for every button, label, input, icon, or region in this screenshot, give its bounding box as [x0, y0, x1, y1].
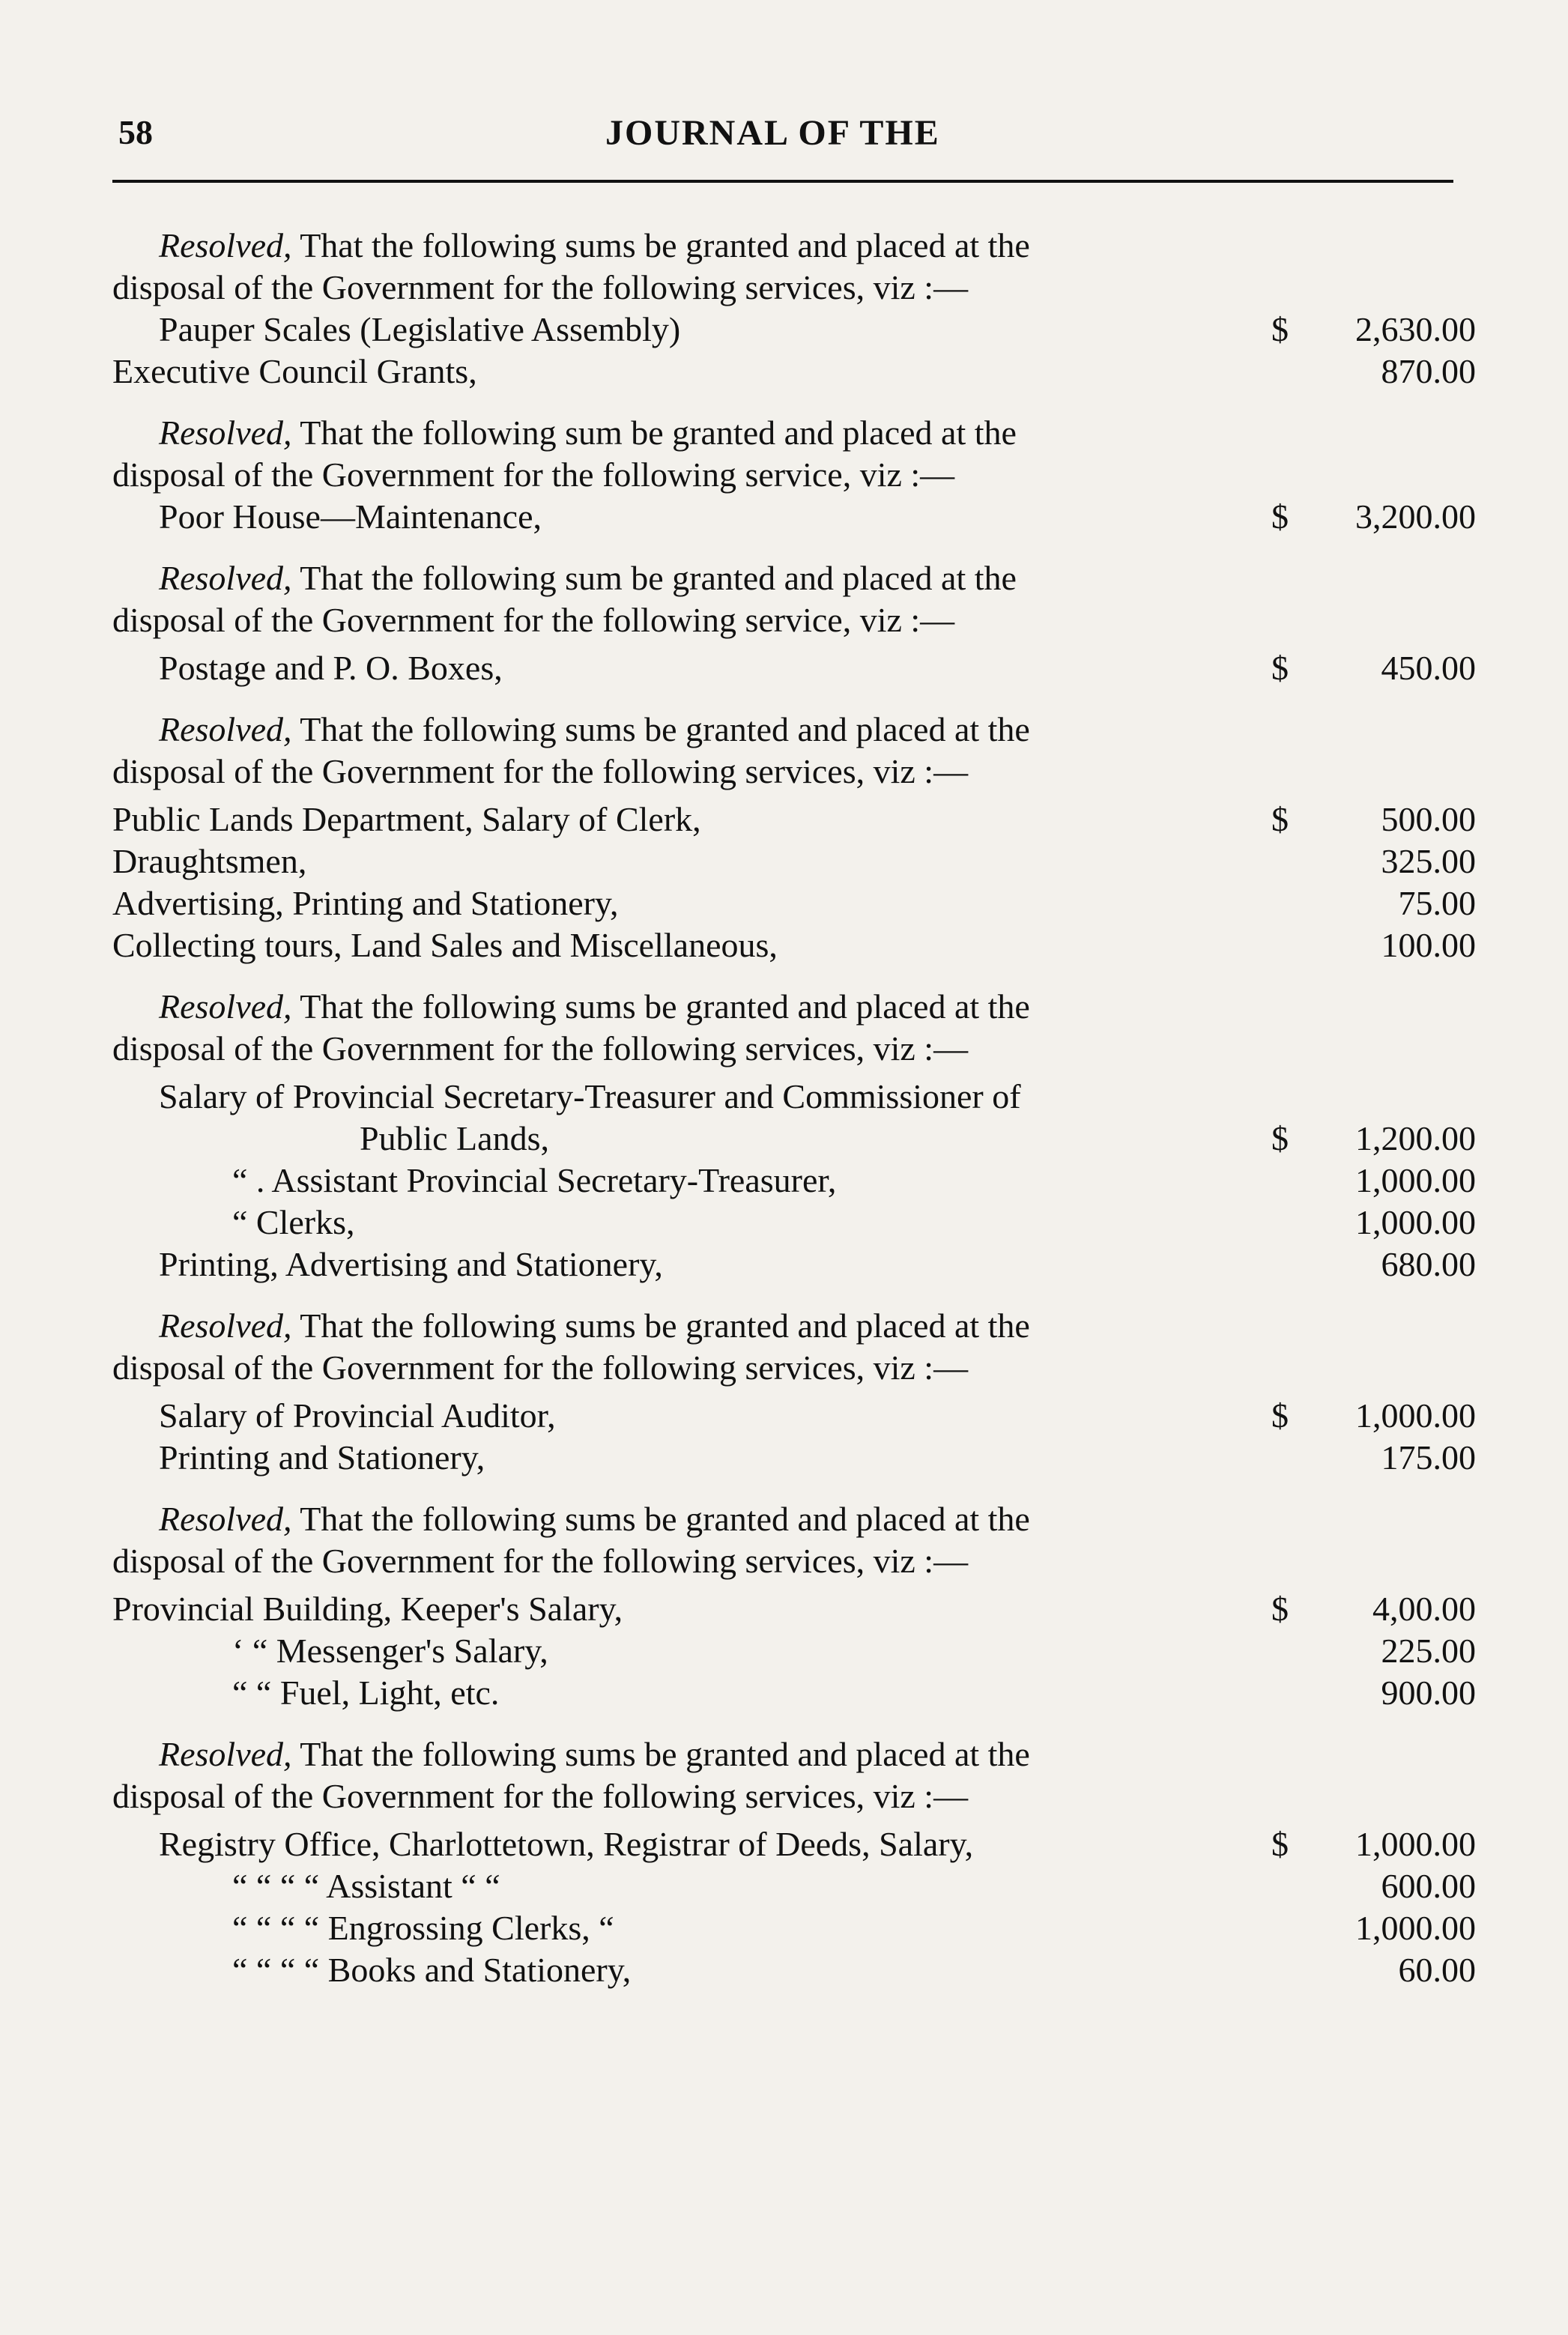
- dollar-sign: $: [1271, 1119, 1289, 1157]
- appropriation-item: [112, 882, 1476, 924]
- item-label: Postage and P. O. Boxes,: [159, 649, 503, 687]
- resolved-lead: Resolved,: [159, 1306, 292, 1345]
- dollar-sign: $: [1271, 1825, 1289, 1863]
- dollar-sign: $: [1271, 310, 1289, 348]
- item-amount: 325.00: [1381, 842, 1476, 880]
- item-amount: 600.00: [1381, 1867, 1476, 1905]
- appropriation-item: [112, 924, 1476, 966]
- item-label: Draughtsmen,: [112, 842, 307, 880]
- resolution-line: disposal of the Government for the following services, viz :—: [112, 752, 969, 790]
- appropriation-item: [112, 1865, 1476, 1907]
- appropriation-item: [112, 1949, 1476, 1991]
- item-amount: 2,630.00: [1355, 310, 1476, 348]
- resolution-line: That the following sums be granted and placed at the: [300, 710, 1030, 748]
- resolution-section: [112, 557, 1476, 689]
- item-amount: 500.00: [1381, 800, 1476, 838]
- resolution-line: disposal of the Government for the following services, viz :—: [112, 1348, 969, 1387]
- item-amount: 680.00: [1381, 1245, 1476, 1283]
- appropriation-item: [112, 799, 1476, 841]
- appropriation-item: [112, 1160, 1476, 1202]
- item-label: Collecting tours, Land Sales and Miscellaneous,: [112, 926, 778, 964]
- item-label: Advertising, Printing and Stationery,: [112, 884, 619, 922]
- resolution-line: disposal of the Government for the following services, viz :—: [112, 1029, 969, 1067]
- item-amount: 75.00: [1398, 884, 1476, 922]
- resolution-section: [112, 986, 1476, 1285]
- resolution-line: disposal of the Government for the following service, viz :—: [112, 455, 955, 494]
- appropriation-item: [112, 1588, 1476, 1630]
- appropriation-item: [112, 841, 1476, 882]
- resolved-lead: Resolved,: [159, 1735, 292, 1773]
- resolution-text: [112, 1305, 1266, 1389]
- item-amount: 1,000.00: [1355, 1161, 1476, 1199]
- item-label: Provincial Building, Keeper's Salary,: [112, 1590, 623, 1628]
- appropriation-item: [112, 1118, 1476, 1160]
- resolution-section: [112, 225, 1476, 393]
- running-title: JOURNAL OF THE: [605, 113, 940, 153]
- item-amount: 100.00: [1381, 926, 1476, 964]
- resolution-text: [112, 225, 1266, 309]
- item-label: Pauper Scales (Legislative Assembly): [159, 310, 681, 348]
- item-label: “ Clerks,: [232, 1203, 355, 1241]
- resolution-line: disposal of the Government for the following services, viz :—: [112, 1542, 969, 1580]
- page-header: [112, 105, 1453, 157]
- item-amount: 175.00: [1381, 1438, 1476, 1477]
- resolution-line: disposal of the Government for the following services, viz :—: [112, 268, 969, 306]
- item-amount: 60.00: [1398, 1951, 1476, 1989]
- resolution-section: [112, 1733, 1476, 1991]
- resolution-line: That the following sums be granted and placed at the: [300, 1306, 1030, 1345]
- resolution-text: [112, 709, 1266, 793]
- item-amount: 870.00: [1381, 352, 1476, 390]
- item-label: Public Lands,: [360, 1119, 549, 1157]
- dollar-sign: $: [1271, 497, 1289, 536]
- appropriation-item: [112, 1823, 1476, 1865]
- item-label: “ “ Fuel, Light, etc.: [232, 1674, 500, 1712]
- appropriation-item: [112, 647, 1476, 689]
- resolved-lead: Resolved,: [159, 987, 292, 1026]
- item-label: Public Lands Department, Salary of Clerk,: [112, 800, 701, 838]
- appropriation-item: [112, 1672, 1476, 1714]
- resolution-text: [112, 557, 1266, 641]
- item-amount: 1,200.00: [1355, 1119, 1476, 1157]
- resolution-text: [112, 1733, 1266, 1817]
- appropriation-item: [112, 1202, 1476, 1244]
- dollar-sign: $: [1271, 649, 1289, 687]
- resolution-line: That the following sum be granted and placed at the: [300, 414, 1017, 452]
- appropriation-item: [112, 1630, 1476, 1672]
- resolution-line: That the following sum be granted and placed at the: [300, 559, 1017, 597]
- resolution-line: disposal of the Government for the following service, viz :—: [112, 601, 955, 639]
- item-label: Printing and Stationery,: [159, 1438, 485, 1477]
- item-label: Salary of Provincial Auditor,: [159, 1396, 556, 1435]
- item-label: Poor House—Maintenance,: [159, 497, 542, 536]
- resolved-lead: Resolved,: [159, 559, 292, 597]
- item-amount: 4,00.00: [1372, 1590, 1476, 1628]
- resolution-line: disposal of the Government for the following services, viz :—: [112, 1777, 969, 1815]
- page-body: [112, 225, 1476, 2011]
- resolution-section: [112, 412, 1476, 538]
- appropriation-item: [112, 309, 1476, 351]
- item-amount: 1,000.00: [1355, 1909, 1476, 1947]
- appropriation-item: [112, 1907, 1476, 1949]
- appropriation-item: [112, 496, 1476, 538]
- item-label: ‘ “ Messenger's Salary,: [232, 1632, 548, 1670]
- item-amount: 900.00: [1381, 1674, 1476, 1712]
- item-label: “ “ “ “ Books and Stationery,: [232, 1951, 632, 1989]
- resolution-section: [112, 1305, 1476, 1479]
- dollar-sign: $: [1271, 800, 1289, 838]
- resolution-text: [112, 986, 1266, 1070]
- item-label: “ “ “ “ Assistant “ “: [232, 1867, 500, 1905]
- item-label: Printing, Advertising and Stationery,: [159, 1245, 663, 1283]
- resolution-line: That the following sums be granted and placed at the: [300, 226, 1030, 264]
- appropriation-item: [112, 1395, 1476, 1437]
- item-label: “ “ “ “ Engrossing Clerks, “: [232, 1909, 614, 1947]
- dollar-sign: $: [1271, 1590, 1289, 1628]
- appropriation-item: [112, 351, 1476, 393]
- item-amount: 1,000.00: [1355, 1396, 1476, 1435]
- resolved-lead: Resolved,: [159, 1500, 292, 1538]
- resolution-text: [112, 1498, 1266, 1582]
- item-amount: 450.00: [1381, 649, 1476, 687]
- item-amount: 1,000.00: [1355, 1203, 1476, 1241]
- item-label: Registry Office, Charlottetown, Registrar of Deeds, Salary,: [159, 1825, 974, 1863]
- resolved-lead: Resolved,: [159, 710, 292, 748]
- item-label: Executive Council Grants,: [112, 352, 477, 390]
- item-amount: 1,000.00: [1355, 1825, 1476, 1863]
- appropriation-item: [112, 1076, 1476, 1118]
- item-amount: 225.00: [1381, 1632, 1476, 1670]
- page-number: 58: [118, 113, 153, 151]
- appropriation-item: [112, 1244, 1476, 1285]
- item-amount: 3,200.00: [1355, 497, 1476, 536]
- resolved-lead: Resolved,: [159, 226, 292, 264]
- item-label: “ . Assistant Provincial Secretary-Treasurer,: [232, 1161, 837, 1199]
- resolution-section: [112, 1498, 1476, 1714]
- item-label: Salary of Provincial Secretary-Treasurer and Commissioner of: [159, 1077, 1021, 1115]
- resolution-section: [112, 709, 1476, 966]
- header-rule: [112, 180, 1453, 183]
- resolution-text: [112, 412, 1266, 496]
- dollar-sign: $: [1271, 1396, 1289, 1435]
- resolution-line: That the following sums be granted and placed at the: [300, 1500, 1030, 1538]
- resolution-line: That the following sums be granted and placed at the: [300, 1735, 1030, 1773]
- appropriation-item: [112, 1437, 1476, 1479]
- resolved-lead: Resolved,: [159, 414, 292, 452]
- resolution-line: That the following sums be granted and placed at the: [300, 987, 1030, 1026]
